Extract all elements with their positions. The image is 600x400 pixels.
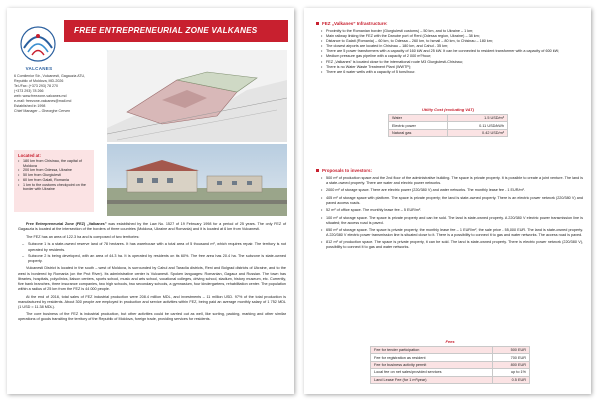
utility-cost-table — [388, 114, 508, 137]
contact-line: Established in 1998 — [14, 104, 46, 108]
infrastructure-item: • Proximity to the Romanian border (Giurgiulesti customs) – 50 km, and to Ukraine – 1 km; — [321, 29, 583, 34]
utility-value: 0.42 USD/m³ — [447, 129, 507, 136]
utility-cost-caption: Utility Cost (excluding VAT) — [421, 107, 475, 112]
proposal-item: • 100 m² of storage space. The space is private property and can be sold. The land is state-owned property. A 220/380 V electric power transmission line is situated; the access road is paved. — [321, 216, 583, 226]
site-photo — [107, 144, 287, 216]
contact-line: Republic of Moldova, MD-2026 — [14, 79, 64, 83]
located-at-box — [14, 150, 94, 212]
subzone-item: – Subzone 2 is being developed, with an area of 44.3 ha. It is operated by residents on its 60%. The free area has 20.4 ha. The subzone is state-owned property. — [28, 254, 286, 264]
utility-name: Water — [389, 115, 448, 122]
intro-paragraph — [18, 222, 286, 232]
core-business-paragraph: The core business of the FEZ is industrial production, but other activities could be carried out as well, like sorting, packing, marking and other similar operations of goods transiting the territory of the Republic of Moldova, foreign trade, providing services for residents. — [18, 312, 286, 322]
fee-name: Fee for registration as resident — [371, 354, 493, 361]
body-text — [18, 222, 286, 325]
contact-line: (+373 293) 78 266 — [14, 89, 44, 93]
infrastructure-item: • The closest airports are located in Chisinau – 180 km, and Cahul - 35 km; — [321, 44, 583, 49]
located-item: • 60 km from Galati, Romania — [18, 178, 90, 183]
subzone-list — [18, 242, 286, 263]
utility-name: Electric power — [389, 122, 448, 129]
table-row — [371, 347, 530, 354]
fee-value: 800 EUR — [493, 361, 530, 368]
fee-value: 0.5 EUR — [493, 376, 530, 383]
fee-name: Fee for tender participation — [371, 347, 493, 354]
table-row — [371, 376, 530, 383]
proposals-heading — [316, 168, 372, 173]
located-item: • 1 km to the customs checkpoint on the border with Ukraine — [18, 183, 90, 192]
fees-table — [370, 346, 530, 384]
proposal-item: • 500 m² of production space and the 2nd floor of the administrative building. The space is private property. It is possible to create a joint venture. The land is a state-owned property. There are water and electric power networks. — [321, 176, 583, 186]
proposal-item: • 52 m² of office space. The monthly lease fee – 5 EUR/m². — [321, 208, 583, 213]
utility-name: Natural gas — [389, 129, 448, 136]
table-row — [389, 129, 508, 136]
utility-value: 1.5 USD/m³ — [447, 115, 507, 122]
zone-map-image — [107, 50, 287, 142]
proposal-item: • 2000 m² of storage space. There are electric power (220/380 V) and water networks. The monthly lease fee - 1 EUR/m². — [321, 188, 583, 193]
infrastructure-list — [321, 29, 583, 75]
located-item: • 200 km from Odessa, Ukraine — [18, 168, 90, 173]
infrastructure-item: • There are 6 water wells with a capacity of 5 tons/hour. — [321, 70, 583, 75]
table-row — [371, 369, 530, 376]
bullet-square-icon — [316, 169, 319, 172]
intro-bold: Free Entrepreneurial Zone (FEZ) „Valkanes” — [26, 222, 107, 226]
district-paragraph: Vulcanesti District is located in the south – west of Moldova, is surrounded by Cahul and Taraclia districts, Reni and Bolgrad districts of Ukraine, and to the west is bordered by Romania (on the Prut River). Its administrative center is Vulcanesti. Spoken languages: Romanian, Gagauz and Russian. The town has libraries, hospitals, polyclinics, liaison centers, sports school, music and arts school, vocational colleges, driving school, stadium, history museum, etc. Currently, five bank branches, three insurance companies, two high schools, two secondary schools, a gymnasium, four kindergartens, rehabilitation center. The population within a radius of 25 km from the FEZ is 44 000 people. — [18, 266, 286, 291]
brochure-page-right — [304, 8, 591, 394]
fee-value: 500 EUR — [493, 347, 530, 354]
infrastructure-item: • Medium pressure gas pipeline with a capacity of 2 000 m³/hour; — [321, 54, 583, 59]
infrastructure-title: FEZ „Valkanes” Infrastructure: — [322, 21, 388, 26]
located-item: • 180 km from Chisinau, the capital of Moldova — [18, 159, 90, 168]
contact-line: 6 Comilenior Str., Vulcanesti, Gagauzia ATU, — [14, 74, 86, 78]
infrastructure-item: • Main railway linking the FEZ with the Danube port of Reni (Odessa region, Ukraine) – 38 km; — [321, 34, 583, 39]
valcanes-logo — [15, 22, 61, 66]
fee-name: Fee for business activity permit — [371, 361, 493, 368]
fee-value: up to 1% — [493, 369, 530, 376]
proposals-list — [321, 176, 583, 253]
infrastructure-heading — [316, 21, 388, 26]
page-title: FREE ENTREPRENEURIAL ZONE VALKANES — [64, 20, 288, 42]
subzone-item: – Subzone 1 is a state-owned reserve land of 78 hectares. It has warehouse with a total area of 5 thousand m², which requires repair. The territory is not operated by residents. — [28, 242, 286, 252]
table-row — [389, 115, 508, 122]
proposal-item: • 405 m² of storage space with platform. The space is private property; the land is state-owned property. There is an electric power network (220/380 V) and paved access roads. — [321, 196, 583, 206]
proposal-item: • 650 m² of storage space. The space is private property, the monthly lease fee – 1 EUR/m², the sale price - 55,000 EUR. The land is state-owned property. A 220/380 V electric power transmission line is situated close to it. There is a possibility to connect it to gas and water networks. The access road is paved. — [321, 228, 583, 238]
fees-caption: Fees — [445, 339, 455, 344]
contact-line: Tel./Fax: (+373 293) 78 270 — [14, 84, 59, 88]
contact-block — [14, 74, 94, 114]
contact-line: e-mail: freezone-valcanes@mail.md — [14, 99, 72, 103]
contact-line: Chief Manager – Gheorghe Cerven — [14, 109, 71, 113]
located-title: Located at: — [18, 153, 41, 158]
sales-paragraph: At the end of 2016, total sales of FEZ industrial production were 208.4 million MDL, and investments – 11 million USD. 97% of the total production is manufactured by residents. About 300 people are employed in production and service activities within FEZ, being paid an average monthly salary of 1 752 MDL (1 USD = 11.38 MDL). — [18, 294, 286, 309]
intro-rest: was established by the Law No. 1527 of 19 February 1998 for a period of 25 years. The only FEZ of Gagauzia is located at the intersection of the borders of three countries (Moldova, Ukraine and Romania) and it is located at 6 km from Vulcanesti. — [18, 222, 286, 232]
fee-name: Land Lease Fee (for 1 m²/year) — [371, 376, 493, 383]
logo-text: VALCANES — [25, 66, 53, 71]
bullet-square-icon — [316, 22, 319, 25]
infrastructure-item: • There are 5 power transformers with a capacity of 160 kW and 25 kW. It can be connected to resident transformer with a capacity of 600 kW; — [321, 49, 583, 54]
table-row — [371, 361, 530, 368]
table-row — [371, 354, 530, 361]
area-paragraph: The FEZ has an area of 122.3 ha and is composed of two territories: — [26, 234, 140, 239]
contact-line: web: www.freezone-valcanes.md — [14, 94, 67, 98]
brochure-page-left — [7, 8, 294, 394]
fee-value: 700 EUR — [493, 354, 530, 361]
infrastructure-item: • Distance to Galati (Romania) – 60 km, to Odessa – 260 km, to Ismail – 80 km, to Chisinau – 180 km; — [321, 39, 583, 44]
proposals-title: Proposals to investors: — [322, 168, 373, 173]
located-item: • 50 km from Giurgiulesti — [18, 173, 90, 178]
infrastructure-item: • FEZ „Valkanes” is located close to the international route M3 Giurgiulesti-Chisinau; — [321, 60, 583, 65]
utility-value: 0.11 USD/kWh — [447, 122, 507, 129]
proposal-item: • 812 m² of production space. The space is private property, it can be sold. The land is state-owned property. There is electric power network (220/380 V), possibility to connect it to gas and water networks. — [321, 240, 583, 250]
fee-name: Local fee on net sales/provided services — [371, 369, 493, 376]
infrastructure-item: • There is no Water Waste Treatment Plant (WWTP); — [321, 65, 583, 70]
table-row — [389, 122, 508, 129]
